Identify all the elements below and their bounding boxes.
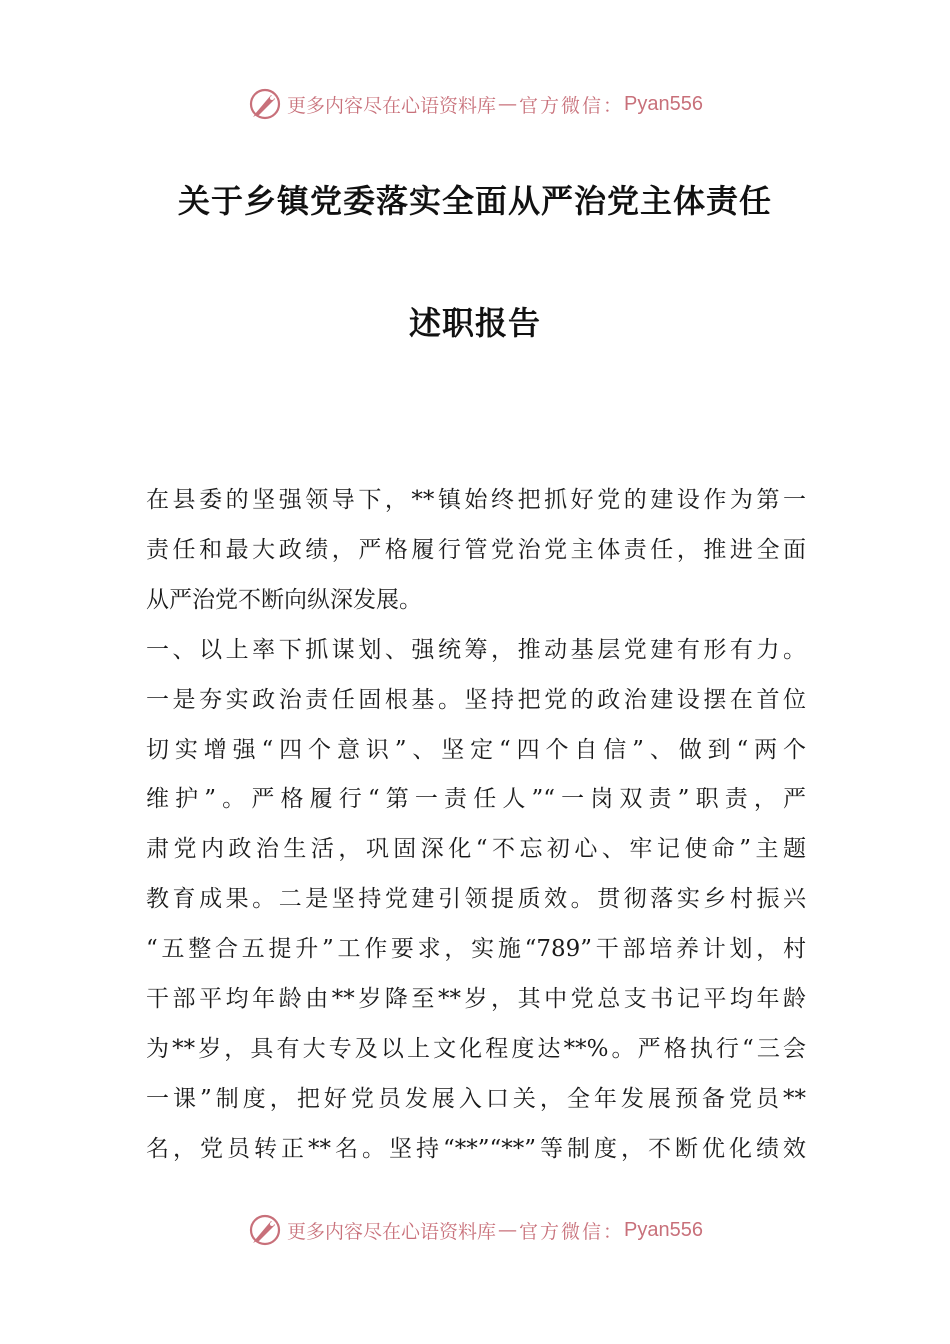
- watermark-main-text: 更多内容尽在心语资料库: [287, 94, 497, 117]
- document-title-line-2: 述职报告: [408, 304, 541, 342]
- body-line: 切实增强“四个意识”、坚定“四个自信”、做到“两个: [146, 736, 806, 763]
- watermark-dash: —: [498, 93, 518, 115]
- body-line: “五整合五提升”工作要求，实施“789”干部培养计划，村: [146, 936, 806, 963]
- bottom-watermark-banner: [0, 1210, 950, 1250]
- watermark-wechat-id: Pyan556: [624, 92, 703, 115]
- watermark-main-text: 更多内容尽在心语资料库: [287, 1220, 497, 1243]
- body-line: 从严治党不断向纵深发展。: [146, 586, 422, 613]
- body-line: 一课”制度，把好党员发展入口关，全年发展预备党员**: [146, 1085, 806, 1112]
- body-line: 为**岁，具有大专及以上文化程度达**%。严格执行“三会: [146, 1035, 806, 1062]
- body-line: 教育成果。二是坚持党建引领提质效。贯彻落实乡村振兴: [146, 886, 806, 913]
- body-line: 责任和最大政绩，严格履行管党治党主体责任，推进全面: [146, 536, 806, 563]
- document-body: [146, 476, 806, 1175]
- watermark-wechat-label: 官方微信：: [519, 1220, 625, 1243]
- watermark-wechat-id: Pyan556: [624, 1218, 703, 1241]
- body-line: 在县委的坚强领导下，**镇始终把抓好党的建设作为第一: [146, 487, 806, 513]
- body-line: 一是夯实政治责任固根基。坚持把党的政治建设摆在首位: [146, 686, 806, 713]
- pen-nib-logo-icon: [247, 1212, 283, 1248]
- document-title-line-1: 关于乡镇党委落实全面从严治党主体责任: [177, 182, 772, 220]
- top-watermark-banner: [0, 84, 950, 124]
- body-line: 肃党内政治生活，巩固深化“不忘初心、牢记使命”主题: [146, 836, 806, 863]
- section-heading: 一、以上率下抓谋划、强统筹，推动基层党建有形有力。: [146, 636, 806, 663]
- body-line: 干部平均年龄由**岁降至**岁，其中党总支书记平均年龄: [146, 986, 806, 1013]
- pen-nib-logo-icon: [247, 86, 283, 122]
- body-line: 维护”。严格履行“第一责任人”“一岗双责”职责，严: [146, 786, 806, 813]
- body-line: 名，党员转正**名。坚持“**”“**”等制度，不断优化绩效: [146, 1135, 806, 1162]
- watermark-dash: —: [498, 1219, 518, 1241]
- watermark-wechat-label: 官方微信：: [519, 94, 625, 117]
